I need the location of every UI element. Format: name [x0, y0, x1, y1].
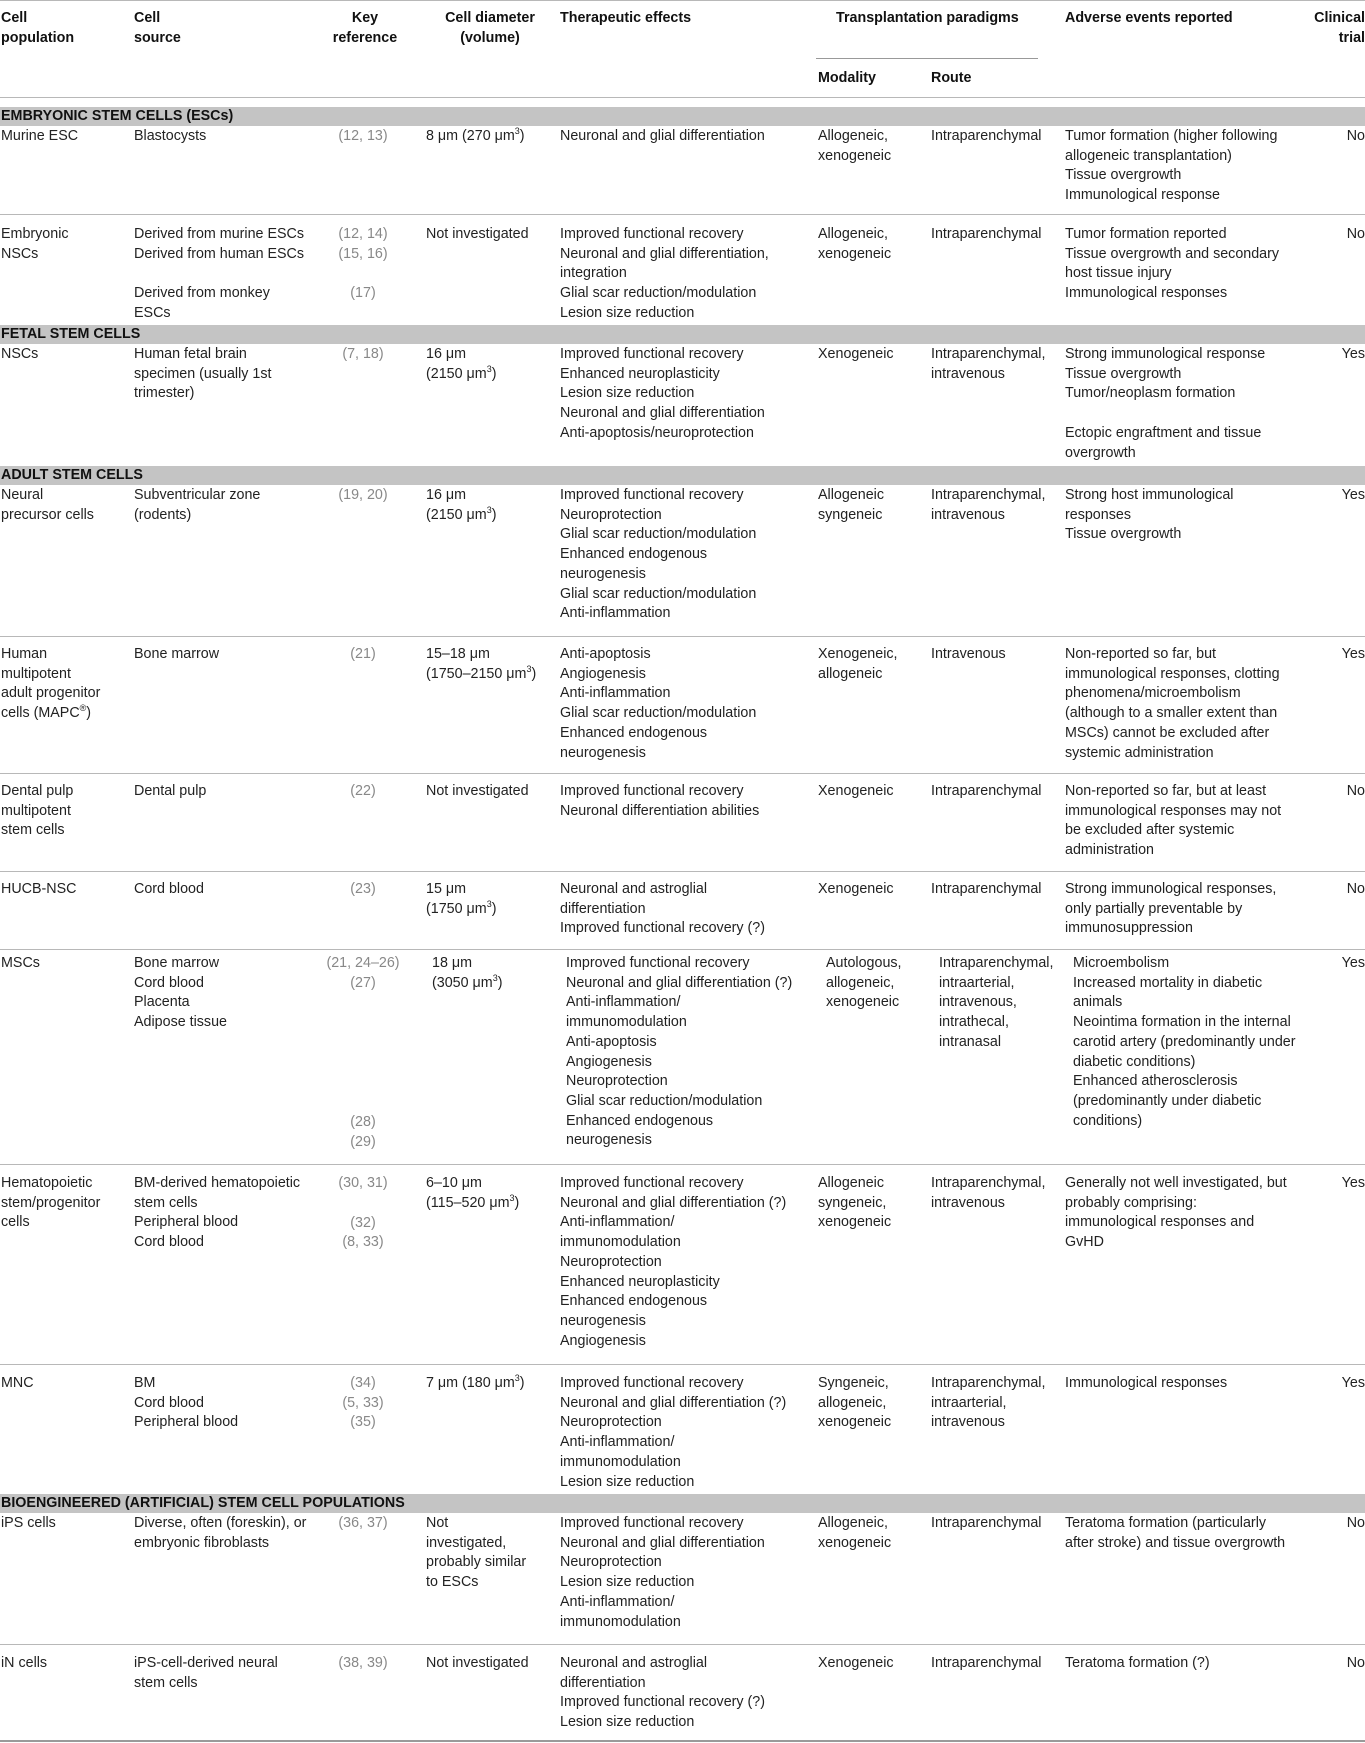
clinical-trial: No: [1346, 881, 1365, 897]
therapeutic-effects: Improved functional recovery Neuronal differentiation abilities: [560, 783, 760, 819]
row-divider: [0, 871, 1365, 872]
adverse-events: Non-reported so far, but immunological responses, clotting phenomena/microembolism (although to a smaller extent than MSCs) cannot be excluded after systemic administration: [1065, 646, 1280, 761]
key-reference: (21): [350, 646, 376, 662]
modality: Allogeneic, xenogeneic: [818, 1515, 892, 1551]
section-header-esc: EMBRYONIC STEM CELLS (ESCs): [0, 107, 1365, 126]
cell-diameter: 7 μm (180 $\mu m^3$): [426, 1373, 525, 1391]
header-modality: Modality: [818, 70, 876, 86]
cell-diameter: 16 μm (2150 $\mu m^3$): [426, 487, 497, 523]
cell-diameter: Not investigated, probably similar to ESCs: [426, 1515, 527, 1591]
adverse-events: Strong immunological response Tissue overgrowth Tumor/neoplasm formation Ectopic engraftment and tissue overgrowth: [1065, 346, 1266, 461]
cell-source: Derived from murine ESCs Derived from human ESCs Derived from monkey ESCs: [134, 226, 305, 322]
modality: Xenogeneic, allogeneic: [818, 646, 898, 682]
cell-source: Human fetal brain specimen (usually 1st trimester): [134, 346, 272, 402]
key-reference: (36, 37): [338, 1515, 388, 1531]
cell-source: Diverse, often (foreskin), or embryonic fibroblasts: [134, 1515, 307, 1551]
therapeutic-effects: Anti-apoptosis Angiogenesis Anti-inflammation Glial scar reduction/modulation Enhanced endogenous neurogenesis: [560, 646, 757, 761]
modality: Xenogeneic: [818, 881, 894, 897]
header-adverse-events: Adverse events reported: [1065, 10, 1233, 26]
header-rule: [0, 97, 1365, 98]
adverse-events: Non-reported so far, but at least immunological responses may not be excluded after systemic administration: [1065, 783, 1282, 859]
header-transplantation-paradigms: Transplantation paradigms: [836, 10, 1019, 26]
key-reference: (21, 24–26) (27) (28) (29): [326, 955, 400, 1151]
route: Intraparenchymal: [931, 783, 1042, 799]
cell-diameter: Not investigated: [426, 783, 529, 799]
adverse-events: Tumor formation (higher following allogeneic transplantation) Tissue overgrowth Immunological response: [1065, 128, 1278, 204]
section-header-fetal: FETAL STEM CELLS: [0, 325, 1365, 344]
key-reference: (23): [350, 881, 376, 897]
header-subrule: [816, 58, 1038, 59]
clinical-trial: No: [1346, 1515, 1365, 1531]
header-route: Route: [931, 70, 972, 86]
route: Intraparenchymal, intravenous: [931, 346, 1046, 382]
clinical-trial: Yes: [1341, 346, 1365, 362]
key-reference: (12, 14) (15, 16) (17): [338, 226, 388, 302]
clinical-trial: Yes: [1341, 1375, 1365, 1391]
route: Intraparenchymal, intravenous: [931, 487, 1046, 523]
cell-diameter: 8 μm (270 $\mu m^3$): [426, 126, 525, 144]
clinical-trial: Yes: [1341, 955, 1365, 971]
modality: Syngeneic, allogeneic, xenogeneic: [818, 1375, 892, 1431]
route: Intraparenchymal: [931, 1655, 1042, 1671]
therapeutic-effects: Improved functional recovery Neuronal and glial differentiation (?) Anti-inflammation/ immunomodulation Anti-apoptosis Angiogenesis Neuroprotection Glial scar reduction/modulation Enhanced endogenous neurogenesis: [566, 955, 793, 1149]
cell-source: Subventricular zone (rodents): [134, 487, 261, 523]
cell-diameter: 18 μm (3050 $\mu m^3$): [432, 955, 503, 991]
route: Intraparenchymal, intraarterial, intravenous, intrathecal, intranasal: [939, 955, 1054, 1050]
section-header-adult: ADULT STEM CELLS: [0, 466, 1365, 485]
cell-population: MNC: [1, 1375, 34, 1391]
header-therapeutic-effects: Therapeutic effects: [560, 10, 692, 26]
cell-population: Hematopoietic stem/progenitor cells: [1, 1175, 101, 1231]
cell-source: Dental pulp: [134, 783, 207, 799]
therapeutic-effects: Improved functional recovery Neuronal and glial differentiation, integration Glial scar reduction/modulation Lesion size reduction: [560, 226, 769, 321]
key-reference: (22): [350, 783, 376, 799]
header-cell-population: Cell population: [1, 10, 75, 46]
section-header-bioengineered: BIOENGINEERED (ARTIFICIAL) STEM CELL POPULATIONS: [0, 1494, 1365, 1513]
adverse-events: Generally not well investigated, but probably comprising: immunological responses and GvHD: [1065, 1175, 1287, 1251]
route: Intraparenchymal: [931, 226, 1042, 242]
adverse-events: Strong host immunological responses Tissue overgrowth: [1065, 487, 1234, 543]
therapeutic-effects: Improved functional recovery Neuronal and glial differentiation Neuroprotection Lesion size reduction Anti-inflammation/ immunomodulation: [560, 1515, 765, 1630]
row-divider: [0, 1644, 1365, 1645]
cell-population: iPS cells: [1, 1515, 56, 1531]
cell-population: NSCs: [1, 346, 39, 362]
header-cell-source: Cell source: [134, 10, 181, 46]
cell-source: iPS-cell-derived neural stem cells: [134, 1655, 278, 1691]
route: Intraparenchymal: [931, 128, 1042, 144]
key-reference: (7, 18): [342, 346, 384, 362]
modality: Allogeneic, xenogeneic: [818, 128, 892, 164]
therapeutic-effects: Improved functional recovery Enhanced neuroplasticity Lesion size reduction Neuronal and glial differentiation Anti-apoptosis/neuroprotection: [560, 346, 765, 441]
key-reference: (34) (5, 33) (35): [342, 1375, 384, 1431]
cell-population: MSCs: [1, 955, 40, 971]
cell-source: Bone marrow: [134, 646, 220, 662]
row-divider: [0, 949, 1365, 950]
cell-diameter: 15–18 μm (1750–2150 $\mu m^3$): [426, 646, 537, 682]
cell-diameter: Not investigated: [426, 226, 529, 242]
cell-population: Murine ESC: [1, 128, 79, 144]
cell-population: HUCB-NSC: [1, 881, 77, 897]
clinical-trial: No: [1346, 783, 1365, 799]
clinical-trial: Yes: [1341, 1175, 1365, 1191]
key-reference: (12, 13): [338, 128, 388, 144]
cell-diameter: 6–10 μm (115–520 $\mu m^3$): [426, 1175, 520, 1211]
key-reference: (30, 31) (32) (8, 33): [338, 1175, 388, 1251]
adverse-events: Microembolism Increased mortality in diabetic animals Neointima formation in the internal carotid artery (predominantly under diabetic conditions) Enhanced atherosclerosis (predominantly under diabetic conditions): [1073, 955, 1296, 1129]
cell-source: Blastocysts: [134, 128, 207, 144]
cell-population: Human multipotent adult progenitor cells (MAPC®): [1, 646, 101, 722]
cell-population: Neural precursor cells: [1, 487, 94, 523]
cell-diameter: 15 μm (1750 $\mu m^3$): [426, 881, 497, 917]
clinical-trial: No: [1346, 128, 1365, 144]
cell-source: Cord blood: [134, 881, 204, 897]
table-header: [0, 0, 1365, 98]
cell-diameter: 16 μm (2150 $\mu m^3$): [426, 346, 497, 382]
therapeutic-effects: Neuronal and astroglial differentiation Improved functional recovery (?) Lesion size reduction: [560, 1655, 766, 1731]
row-divider: [0, 773, 1365, 774]
row-divider: [0, 214, 1365, 215]
modality: Xenogeneic: [818, 346, 894, 362]
route: Intraparenchymal: [931, 881, 1042, 897]
route: Intraparenchymal, intravenous: [931, 1175, 1046, 1211]
cell-diameter: Not investigated: [426, 1655, 529, 1671]
therapeutic-effects: Improved functional recovery Neuronal and glial differentiation (?) Neuroprotection Anti-inflammation/ immunomodulation Lesion size reduction: [560, 1375, 787, 1490]
adverse-events: Teratoma formation (?): [1065, 1655, 1210, 1671]
modality: Xenogeneic: [818, 1655, 894, 1671]
cell-source: BM-derived hematopoietic stem cells Peripheral blood Cord blood: [134, 1175, 301, 1251]
route: Intravenous: [931, 646, 1006, 662]
route: Intraparenchymal, intraarterial, intravenous: [931, 1375, 1046, 1431]
adverse-events: Immunological responses: [1065, 1375, 1228, 1391]
cell-source: BM Cord blood Peripheral blood: [134, 1375, 239, 1431]
therapeutic-effects: Neuronal and astroglial differentiation Improved functional recovery (?): [560, 881, 766, 937]
row-divider: [0, 1164, 1365, 1165]
cell-population: Embryonic NSCs: [1, 226, 69, 262]
therapeutic-effects: Improved functional recovery Neuronal and glial differentiation (?) Anti-inflammation/ immunomodulation Neuroprotection Enhanced neuroplasticity Enhanced endogenous neurogenesis Angiogenesis: [560, 1175, 787, 1349]
row-divider: [0, 1364, 1365, 1365]
therapeutic-effects: Improved functional recovery Neuroprotection Glial scar reduction/modulation Enhanced endogenous neurogenesis Glial scar reduction/modulation Anti-inflammation: [560, 487, 757, 622]
clinical-trial: No: [1346, 1655, 1365, 1671]
adverse-events: Tumor formation reported Tissue overgrowth and secondary host tissue injury Immunological responses: [1065, 226, 1280, 302]
route: Intraparenchymal: [931, 1515, 1042, 1531]
header-clinical-trial: Clinical trial: [1314, 10, 1365, 46]
row-divider: [0, 636, 1365, 637]
cell-population: Dental pulp multipotent stem cells: [1, 783, 74, 839]
modality: Allogeneic, xenogeneic: [818, 226, 892, 262]
adverse-events: Teratoma formation (particularly after stroke) and tissue overgrowth: [1065, 1515, 1286, 1551]
clinical-trial: Yes: [1341, 487, 1365, 503]
adverse-events: Strong immunological responses, only partially preventable by immunosuppression: [1065, 881, 1277, 937]
bottom-rule: [0, 1740, 1365, 1742]
key-reference: (38, 39): [338, 1655, 388, 1671]
modality: Xenogeneic: [818, 783, 894, 799]
clinical-trial: No: [1346, 226, 1365, 242]
modality: Allogeneic syngeneic: [818, 487, 884, 523]
cell-population: iN cells: [1, 1655, 48, 1671]
clinical-trial: Yes: [1341, 646, 1365, 662]
therapeutic-effects: Neuronal and glial differentiation: [560, 128, 765, 144]
modality: Autologous, allogeneic, xenogeneic: [826, 955, 902, 1011]
header-cell-diameter: Cell diameter (volume): [445, 10, 535, 46]
modality: Allogeneic syngeneic, xenogeneic: [818, 1175, 892, 1231]
key-reference: (19, 20): [338, 487, 388, 503]
header-key-reference: Key reference: [332, 10, 398, 46]
cell-source: Bone marrow Cord blood Placenta Adipose tissue: [134, 955, 227, 1031]
